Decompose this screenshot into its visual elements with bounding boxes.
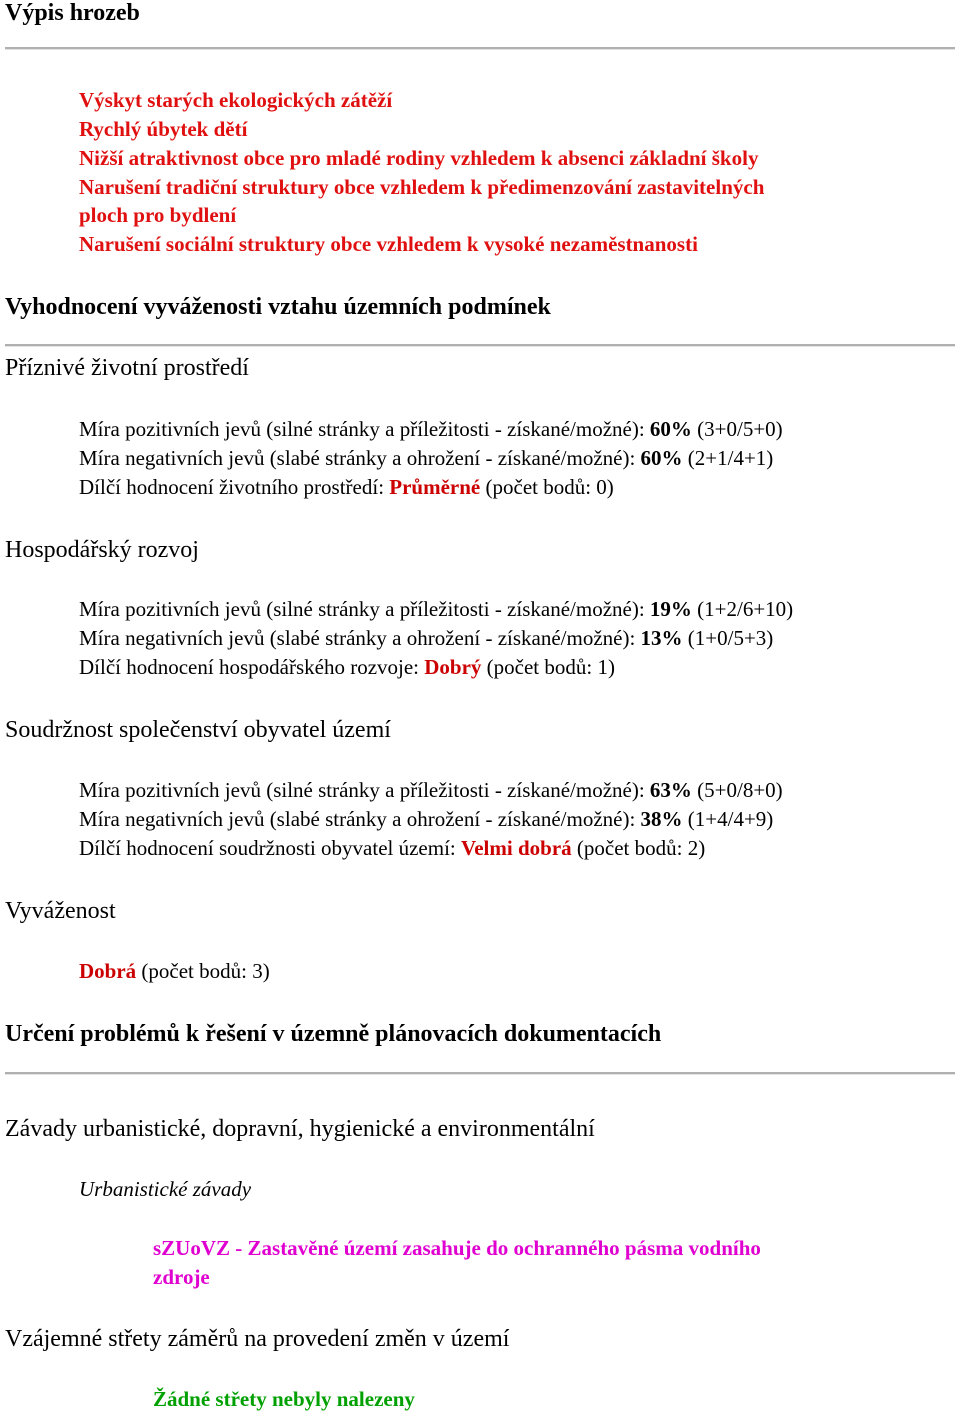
urban-defects-heading: Urbanistické závady: [79, 1177, 252, 1201]
threat-item: Nižší atraktivnost obce pro mladé rodiny vzhledem k absenci základní školy: [79, 146, 759, 170]
environment-heading: Příznivé životní prostředí: [5, 355, 249, 381]
defects-heading: Závady urbanistické, dopravní, hygienické a environmentální: [5, 1116, 595, 1142]
positive-percent: 63%: [649, 778, 692, 802]
rating-points: (počet bodů: 2): [571, 836, 706, 860]
threat-item: Narušení sociální struktury obce vzhledem k vysoké nezaměstnanosti: [79, 232, 698, 256]
negative-percent: 13%: [640, 626, 683, 650]
positive-label: Míra pozitivních jevů (silné stránky a příležitosti - získané/možné):: [79, 778, 650, 802]
negative-label: Míra negativních jevů (slabé stránky a ohrožení - získané/možné):: [79, 807, 641, 831]
positive-detail: (5+0/8+0): [691, 778, 783, 802]
threats-title: Výpis hrozeb: [5, 0, 140, 26]
positive-percent: 19%: [649, 597, 692, 621]
rating-label: Dílčí hodnocení životního prostředí:: [79, 475, 390, 499]
economy-positive: [79, 597, 793, 622]
rating-points: (počet bodů: 0): [480, 475, 614, 499]
negative-percent: 60%: [640, 446, 683, 470]
economy-rating: [79, 655, 615, 680]
divider: [5, 344, 955, 347]
cohesion-positive: [79, 778, 783, 803]
environment-positive: [79, 417, 783, 442]
conflicts-heading: Vzájemné střety záměrů na provedení změn v území: [5, 1326, 510, 1352]
balance-rating: [79, 959, 270, 984]
economy-negative: [79, 626, 773, 651]
cohesion-heading: Soudržnost společenství obyvatel území: [5, 717, 391, 743]
divider: [5, 1072, 955, 1075]
rating-label: Dílčí hodnocení soudržnosti obyvatel území:: [79, 836, 461, 860]
negative-detail: (1+4/4+9): [682, 807, 774, 831]
conflicts-none: Žádné střety nebyly nalezeny: [153, 1387, 415, 1411]
evaluation-title: Vyhodnocení vyváženosti vztahu územních podmínek: [5, 294, 551, 320]
threat-item: Výskyt starých ekologických zátěží: [79, 88, 393, 112]
negative-percent: 38%: [640, 807, 683, 831]
negative-label: Míra negativních jevů (slabé stránky a ohrožení - získané/možné):: [79, 446, 641, 470]
urban-defect-item: sZUoVZ - Zastavěné území zasahuje do ochranného pásma vodního: [153, 1236, 761, 1260]
problems-title: Určení problémů k řešení v územně plánovacích dokumentacích: [5, 1021, 662, 1047]
positive-percent: 60%: [649, 417, 692, 441]
balance-heading: Vyváženost: [5, 898, 116, 924]
rating-value: Dobrý: [424, 655, 482, 679]
positive-label: Míra pozitivních jevů (silné stránky a příležitosti - získané/možné):: [79, 597, 650, 621]
threat-item: Narušení tradiční struktury obce vzhledem k předimenzování zastavitelných: [79, 175, 765, 199]
cohesion-negative: [79, 807, 773, 832]
rating-value: Dobrá: [79, 959, 137, 983]
negative-detail: (1+0/5+3): [682, 626, 774, 650]
rating-points: (počet bodů: 3): [136, 959, 270, 983]
environment-rating: [79, 475, 614, 500]
rating-value: Průměrné: [389, 475, 481, 499]
environment-negative: [79, 446, 773, 471]
negative-label: Míra negativních jevů (slabé stránky a ohrožení - získané/možné):: [79, 626, 641, 650]
threat-item: ploch pro bydlení: [79, 203, 237, 227]
negative-detail: (2+1/4+1): [682, 446, 774, 470]
divider: [5, 47, 955, 50]
rating-points: (počet bodů: 1): [481, 655, 615, 679]
positive-detail: (1+2/6+10): [691, 597, 794, 621]
urban-defect-item-continued: zdroje: [153, 1265, 210, 1289]
rating-label: Dílčí hodnocení hospodářského rozvoje:: [79, 655, 425, 679]
positive-detail: (3+0/5+0): [691, 417, 783, 441]
threat-item: Rychlý úbytek dětí: [79, 117, 248, 141]
economy-heading: Hospodářský rozvoj: [5, 537, 199, 563]
positive-label: Míra pozitivních jevů (silné stránky a příležitosti - získané/možné):: [79, 417, 650, 441]
rating-value: Velmi dobrá: [461, 836, 572, 860]
cohesion-rating: [79, 836, 705, 861]
